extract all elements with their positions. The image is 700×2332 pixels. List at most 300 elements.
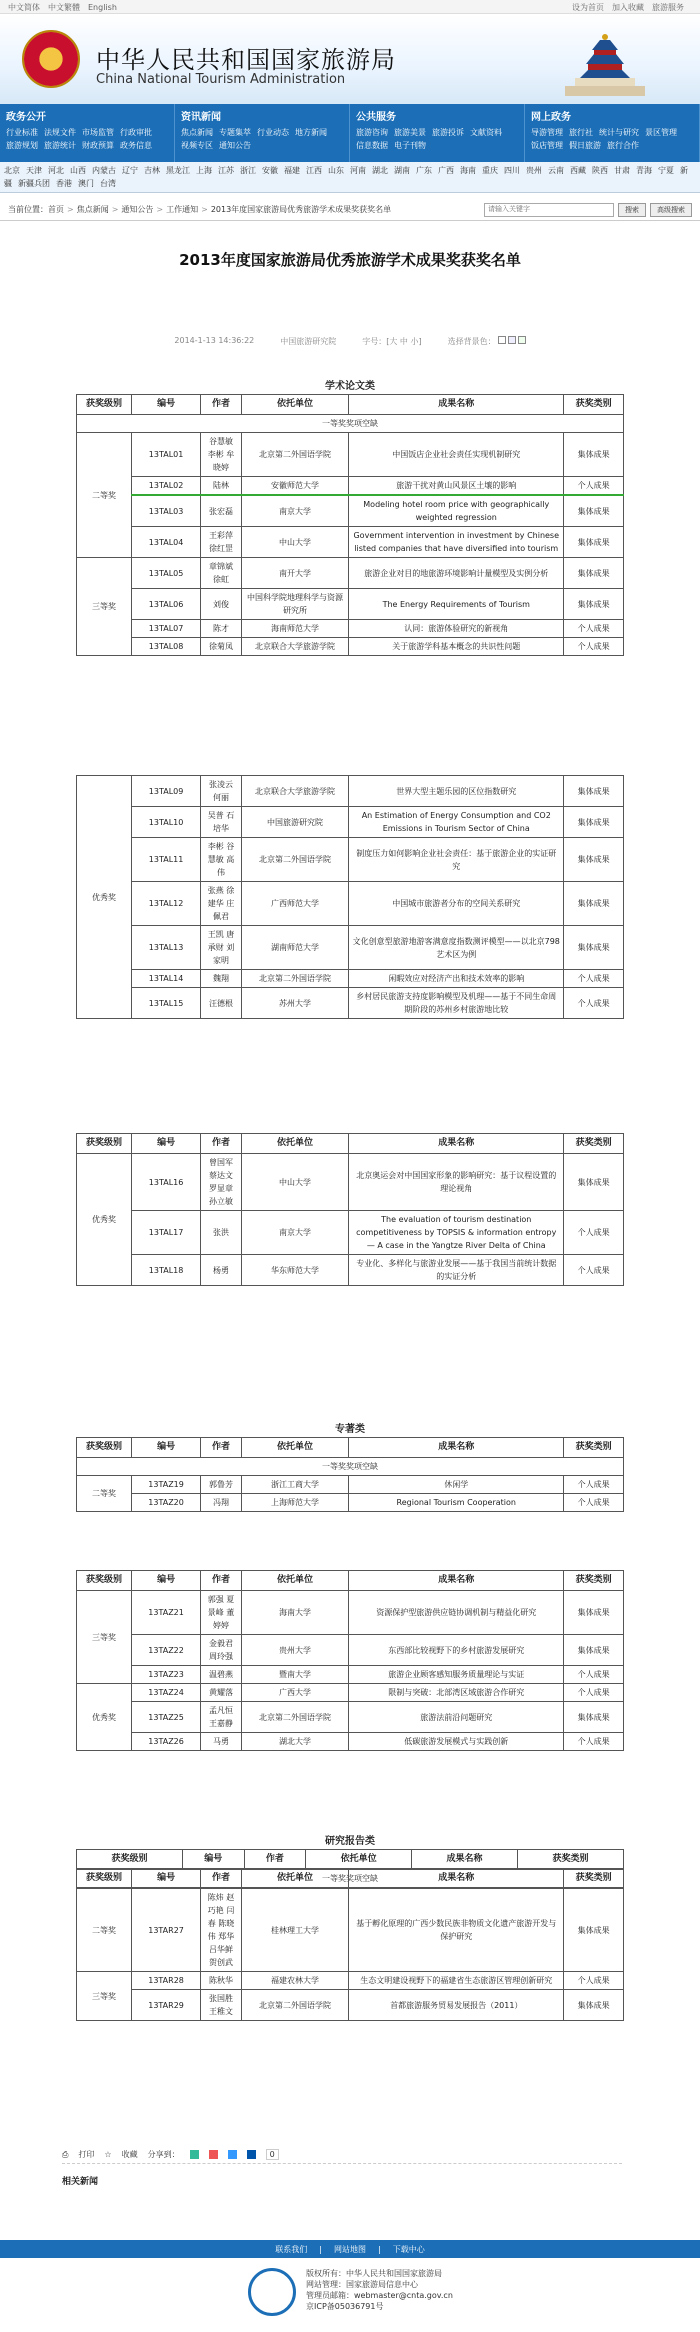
nav-link[interactable]: 财政预算 — [82, 141, 114, 150]
type-cell: 集体成果 — [564, 882, 624, 926]
table-row — [77, 882, 624, 926]
award-number-cell: 13TAL06 — [131, 589, 200, 620]
award-number-cell: 13TAZ20 — [131, 1494, 200, 1512]
type-cell: 集体成果 — [564, 1889, 624, 1972]
nav-link[interactable]: 文献资料 — [470, 128, 502, 137]
nav-link[interactable]: 旅游咨询 — [356, 128, 388, 137]
title-cell: 资源保护型旅游供应链协调机制与精益化研究 — [349, 1591, 564, 1635]
type-cell: 集体成果 — [564, 1702, 624, 1733]
nav-link[interactable]: 信息数据 — [356, 141, 388, 150]
nav-link[interactable]: 旅游美景 — [394, 128, 426, 137]
title-cell: 乡村居民旅游支持度影响模型及机理——基于不同生命周期阶段的苏州乡村旅游地比较 — [349, 988, 564, 1019]
region-link[interactable]: 重庆 — [482, 166, 498, 175]
nav-link[interactable]: 法规文件 — [44, 128, 76, 137]
unit-cell: 中山大学 — [241, 1154, 348, 1211]
main-nav — [0, 104, 700, 162]
table-row — [77, 527, 624, 558]
footer-links: 联系我们 | 网站地图 | 下载中心 — [0, 2240, 700, 2258]
nav-group-gov — [0, 104, 175, 162]
author-cell: 陈炜 赵巧艳 闫春 陈晓伟 郑华 吕华鲜 贺创武 — [201, 1889, 242, 1972]
unit-cell: 中山大学 — [241, 527, 348, 558]
nav-link[interactable]: 地方新闻 — [295, 128, 327, 137]
table-row — [77, 1684, 624, 1702]
link-service[interactable]: 旅游服务 — [652, 3, 684, 12]
region-link[interactable]: 陕西 — [592, 166, 608, 175]
unit-cell: 南京大学 — [241, 1211, 348, 1255]
column-header: 成果名称 — [349, 1571, 564, 1591]
award-level-cell: 三等奖 — [77, 1591, 132, 1684]
unit-cell: 北京第二外国语学院 — [241, 838, 348, 882]
nav-group-online — [525, 104, 700, 162]
share-icon[interactable] — [228, 2150, 237, 2159]
region-link[interactable]: 湖南 — [394, 166, 410, 175]
font-size-label: 字号： — [362, 337, 387, 346]
column-header: 成果名称 — [412, 1850, 518, 1870]
section-title: 研究报告类 — [325, 1836, 375, 1847]
author-cell: 郭鲁芳 — [201, 1476, 242, 1494]
unit-cell: 安徽师范大学 — [241, 477, 348, 496]
table-header-row — [77, 1869, 624, 1889]
column-header: 依托单位 — [241, 1869, 348, 1889]
table-row — [77, 838, 624, 882]
favorite-link[interactable]: 收藏 — [121, 2150, 138, 2159]
breadcrumb-work-notices[interactable]: 工作通知 — [166, 205, 199, 214]
region-link[interactable]: 内蒙古 — [92, 166, 116, 175]
award-number-cell: 13TAL12 — [131, 882, 200, 926]
table-row — [77, 1255, 624, 1286]
region-link[interactable]: 黑龙江 — [166, 166, 190, 175]
unit-cell: 南京大学 — [241, 495, 348, 527]
table-row — [77, 1972, 624, 1990]
award-number-cell: 13TAL02 — [131, 477, 200, 496]
breadcrumb-home[interactable]: 首页 — [48, 205, 64, 214]
unit-cell: 桂林理工大学 — [241, 1889, 348, 1972]
award-table-block — [0, 1133, 700, 1286]
region-link[interactable]: 江苏 — [218, 166, 234, 175]
top-links-bar — [0, 0, 700, 14]
unit-cell: 北京第二外国语学院 — [241, 1990, 348, 2021]
column-header: 获奖级别 — [77, 1869, 132, 1889]
author-cell: 陈秋华 — [201, 1972, 242, 1990]
author-cell: 张宏磊 — [201, 495, 242, 527]
column-header: 依托单位 — [241, 395, 348, 415]
table-row — [77, 926, 624, 970]
type-cell: 集体成果 — [564, 433, 624, 477]
region-link[interactable]: 新疆兵团 — [18, 179, 50, 188]
author-cell: 王凯 唐承财 刘家明 — [201, 926, 242, 970]
unit-cell: 中国科学院地理科学与资源研究所 — [241, 589, 348, 620]
region-link[interactable]: 天津 — [26, 166, 42, 175]
breadcrumb: 当前位置： 首页 > 焦点新闻 > 通知公告 > 工作通知 > 2013年度国家旅游局优秀旅游学术成果奖获奖名单 请输入关键字 搜索 高级搜索 — [0, 199, 700, 221]
type-cell: 集体成果 — [564, 495, 624, 527]
title-cell: 东西部比较视野下的乡村旅游发展研究 — [349, 1635, 564, 1666]
region-link[interactable]: 香港 — [56, 179, 72, 188]
author-cell: 陆林 — [201, 477, 242, 496]
column-header: 作者 — [201, 1438, 242, 1458]
region-link[interactable]: 湖北 — [372, 166, 388, 175]
footer-icp: 京ICP备05036791号 — [306, 2302, 384, 2311]
region-link[interactable]: 广东 — [416, 166, 432, 175]
footer-info — [306, 2268, 453, 2312]
award-level-cell: 三等奖 — [77, 558, 132, 656]
award-number-cell: 13TAL01 — [131, 433, 200, 477]
site-title: 中华人民共和国国家旅游局 — [96, 46, 396, 74]
column-header: 成果名称 — [349, 1134, 564, 1154]
unit-cell: 海南大学 — [241, 1591, 348, 1635]
author-cell: 张洪 — [201, 1211, 242, 1255]
unit-cell: 北京第二外国语学院 — [241, 970, 348, 988]
type-cell: 个人成果 — [564, 1666, 624, 1684]
region-link[interactable]: 吉林 — [144, 166, 160, 175]
column-header: 获奖类别 — [564, 1134, 624, 1154]
nav-link[interactable]: 统计与研究 — [599, 128, 639, 137]
title-cell: 专业化、多样化与旅游业发展——基于我国当前统计数据的实证分析 — [349, 1255, 564, 1286]
column-header: 作者 — [244, 1850, 306, 1870]
column-header: 依托单位 — [306, 1850, 412, 1870]
author-cell: 黄耀落 — [201, 1684, 242, 1702]
author-cell: 魏翔 — [201, 970, 242, 988]
unit-cell: 苏州大学 — [241, 988, 348, 1019]
region-link[interactable]: 辽宁 — [122, 166, 138, 175]
column-header: 作者 — [201, 1571, 242, 1591]
unit-cell: 北京联合大学旅游学院 — [241, 638, 348, 656]
table-row — [77, 495, 624, 527]
title-cell: 制度压力如何影响企业社会责任：基于旅游企业的实证研究 — [349, 838, 564, 882]
nav-link[interactable]: 通知公告 — [219, 141, 251, 150]
table-header-row — [77, 1571, 624, 1591]
award-table — [76, 1868, 624, 2021]
breadcrumb-focus-news[interactable]: 焦点新闻 — [76, 205, 109, 214]
table-row — [77, 1733, 624, 1751]
article-meta — [0, 336, 700, 347]
award-number-cell: 13TAZ23 — [131, 1666, 200, 1684]
nav-link[interactable]: 景区管理 — [645, 128, 677, 137]
title-cell: 休闲学 — [349, 1476, 564, 1494]
bg-swatch-2[interactable] — [508, 336, 516, 344]
footer-download[interactable]: 下载中心 — [392, 2244, 425, 2254]
region-link[interactable]: 北京 — [4, 166, 20, 175]
related-news-heading: 相关新闻 — [62, 2177, 99, 2187]
nav-link[interactable]: 导游管理 — [531, 128, 563, 137]
nav-link[interactable]: 政务信息 — [120, 141, 152, 150]
footer-copyright: 版权所有：中华人民共和国国家旅游局 — [306, 2269, 442, 2278]
table-header-row — [77, 395, 624, 415]
table-header-row — [77, 1850, 624, 1870]
breadcrumb-current: 2013年度国家旅游局优秀旅游学术成果奖获奖名单 — [210, 205, 392, 214]
region-links — [0, 162, 700, 193]
award-number-cell: 13TAL18 — [131, 1255, 200, 1286]
region-link[interactable]: 河南 — [350, 166, 366, 175]
type-cell: 个人成果 — [564, 1255, 624, 1286]
link-set-home[interactable]: 设为首页 — [572, 3, 604, 12]
award-number-cell: 13TAZ25 — [131, 1702, 200, 1733]
award-number-cell: 13TAL07 — [131, 620, 200, 638]
table-row — [77, 1666, 624, 1684]
column-header: 获奖级别 — [77, 1850, 183, 1870]
vacancy-cell: 一等奖奖项空缺 — [77, 1458, 624, 1476]
author-cell: 章锦斌 徐虹 — [201, 558, 242, 589]
table-row — [77, 1211, 624, 1255]
author-cell: 李彬 谷慧敏 高伟 — [201, 838, 242, 882]
nav-link[interactable]: 旅游统计 — [44, 141, 76, 150]
award-number-cell: 13TAL04 — [131, 527, 200, 558]
table-row — [77, 415, 624, 433]
region-link[interactable]: 贵州 — [526, 166, 542, 175]
region-link[interactable]: 上海 — [196, 166, 212, 175]
column-header: 编号 — [131, 395, 200, 415]
award-number-cell: 13TAL10 — [131, 807, 200, 838]
unit-cell: 中国旅游研究院 — [241, 807, 348, 838]
share-icon[interactable] — [247, 2150, 256, 2159]
unit-cell: 广西大学 — [241, 1684, 348, 1702]
breadcrumb-notices[interactable]: 通知公告 — [121, 205, 154, 214]
author-cell: 郭强 夏景峰 董婷婷 — [201, 1591, 242, 1635]
type-cell: 集体成果 — [564, 558, 624, 589]
award-number-cell: 13TAL05 — [131, 558, 200, 589]
national-emblem-icon — [22, 30, 80, 88]
title-cell: 基于孵化原理的广西少数民族非物质文化遗产旅游开发与保护研究 — [349, 1889, 564, 1972]
breadcrumb-label: 当前位置： — [8, 205, 48, 214]
table-row — [77, 558, 624, 589]
award-table-block — [0, 1868, 700, 2021]
table-row — [77, 1889, 624, 1972]
title-cell: 低碳旅游发展模式与实践创新 — [349, 1733, 564, 1751]
region-link[interactable]: 新疆 — [4, 166, 688, 188]
column-header: 获奖级别 — [77, 1134, 132, 1154]
table-row — [77, 638, 624, 656]
nav-link[interactable]: 旅行合作 — [607, 141, 639, 150]
region-link[interactable]: 青海 — [636, 166, 652, 175]
award-level-cell: 三等奖 — [77, 1972, 132, 2021]
column-header: 成果名称 — [349, 1869, 564, 1889]
award-number-cell: 13TAL14 — [131, 970, 200, 988]
column-header: 依托单位 — [241, 1134, 348, 1154]
nav-link[interactable]: 旅游规划 — [6, 141, 38, 150]
title-cell: 首都旅游服务贸易发展报告（2011） — [349, 1990, 564, 2021]
title-cell: Regional Tourism Cooperation — [349, 1494, 564, 1512]
table-header-row — [77, 1134, 624, 1154]
footer-sitemap[interactable]: 网站地图 — [334, 2244, 366, 2254]
footer-contact[interactable]: 联系我们 — [275, 2244, 308, 2254]
nav-link[interactable]: 行政审批 — [120, 128, 152, 137]
award-table — [76, 1570, 624, 1751]
author-cell: 王彩萍 徐红罡 — [201, 527, 242, 558]
column-header: 编号 — [131, 1438, 200, 1458]
link-english[interactable]: English — [88, 3, 117, 12]
nav-link[interactable]: 电子刊物 — [394, 141, 426, 150]
nav-link[interactable]: 行业标准 — [6, 128, 38, 137]
award-level-cell: 二等奖 — [77, 1889, 132, 1972]
bg-swatch-3[interactable] — [518, 336, 526, 344]
type-cell: 个人成果 — [564, 1494, 624, 1512]
table-row — [77, 1154, 624, 1211]
table-row — [77, 620, 624, 638]
type-cell: 个人成果 — [564, 1733, 624, 1751]
column-header: 依托单位 — [241, 1438, 348, 1458]
region-link[interactable]: 浙江 — [240, 166, 256, 175]
type-cell: 集体成果 — [564, 807, 624, 838]
temple-of-heaven-icon — [550, 20, 660, 100]
region-link[interactable]: 西藏 — [570, 166, 586, 175]
region-link[interactable]: 云南 — [548, 166, 564, 175]
award-number-cell: 13TAL08 — [131, 638, 200, 656]
column-header: 依托单位 — [241, 1571, 348, 1591]
award-number-cell: 13TAZ24 — [131, 1684, 200, 1702]
unit-cell: 上海师范大学 — [241, 1494, 348, 1512]
award-table — [76, 775, 624, 1019]
column-header: 获奖类别 — [564, 1438, 624, 1458]
nav-link[interactable]: 饭店管理 — [531, 141, 563, 150]
unit-cell: 福建农林大学 — [241, 1972, 348, 1990]
table-row — [77, 1635, 624, 1666]
region-link[interactable]: 河北 — [48, 166, 64, 175]
search-input[interactable] — [484, 203, 614, 217]
share-icon[interactable] — [190, 2150, 199, 2159]
unit-cell: 南开大学 — [241, 558, 348, 589]
share-count: 0 — [266, 2149, 279, 2160]
nav-group-public — [350, 104, 525, 162]
column-header: 获奖类别 — [518, 1850, 624, 1870]
award-number-cell: 13TAL16 — [131, 1154, 200, 1211]
type-cell: 个人成果 — [564, 477, 624, 496]
type-cell: 个人成果 — [564, 970, 624, 988]
title-cell: 文化创意型旅游地游客满意度指数测评模型——以北京798艺术区为例 — [349, 926, 564, 970]
type-cell: 集体成果 — [564, 589, 624, 620]
bg-color-label: 选择背景色： — [447, 337, 496, 346]
unit-cell: 湖北大学 — [241, 1733, 348, 1751]
table-row — [77, 1702, 624, 1733]
unit-cell: 湖南师范大学 — [241, 926, 348, 970]
favorite-icon[interactable]: ☆ — [104, 2150, 112, 2159]
column-header: 作者 — [201, 1869, 242, 1889]
title-cell: The Energy Requirements of Tourism — [349, 589, 564, 620]
column-header: 获奖级别 — [77, 1571, 132, 1591]
author-cell: 刘俊 — [201, 589, 242, 620]
print-link[interactable]: 打印 — [78, 2150, 95, 2159]
table-row — [77, 477, 624, 496]
table-row — [77, 776, 624, 807]
column-header: 编号 — [131, 1134, 200, 1154]
article-source: 中国旅游研究院 — [280, 337, 337, 346]
author-cell: 汪德根 — [201, 988, 242, 1019]
nav-group-title: 资讯新闻 — [181, 112, 221, 123]
vacancy-cell: 一等奖奖项空缺 — [77, 415, 624, 433]
type-cell: 集体成果 — [564, 527, 624, 558]
title-cell: 旅游企业对目的地旅游环境影响计量模型及实例分析 — [349, 558, 564, 589]
award-table-block — [0, 375, 700, 656]
author-cell: 曾国军 蔡达文 罗显章 孙立敏 — [201, 1154, 242, 1211]
author-cell: 杨勇 — [201, 1255, 242, 1286]
font-size-options[interactable]: [大 中 小] — [386, 337, 422, 346]
type-cell: 集体成果 — [564, 1154, 624, 1211]
author-cell: 冯翔 — [201, 1494, 242, 1512]
title-cell: 生态文明建设视野下的福建省生态旅游区管理创新研究 — [349, 1972, 564, 1990]
award-number-cell: 13TAR27 — [131, 1889, 200, 1972]
author-cell: 孟凡恒 王嘉静 — [201, 1702, 242, 1733]
column-header: 获奖类别 — [564, 1869, 624, 1889]
region-link[interactable]: 广西 — [438, 166, 454, 175]
region-link[interactable]: 江西 — [306, 166, 322, 175]
region-link[interactable]: 安徽 — [262, 166, 278, 175]
nav-link[interactable]: 市场监管 — [82, 128, 114, 137]
nav-link[interactable]: 行业动态 — [257, 128, 289, 137]
column-header: 获奖类别 — [564, 1571, 624, 1591]
search-button[interactable]: 搜索 — [618, 203, 646, 217]
award-number-cell: 13TAR29 — [131, 1990, 200, 2021]
type-cell: 个人成果 — [564, 1211, 624, 1255]
unit-cell: 浙江工商大学 — [241, 1476, 348, 1494]
award-number-cell: 13TAL17 — [131, 1211, 200, 1255]
nav-group-title: 公共服务 — [356, 112, 396, 123]
nav-link[interactable]: 旅行社 — [569, 128, 593, 137]
unit-cell: 暨南大学 — [241, 1666, 348, 1684]
region-link[interactable]: 福建 — [284, 166, 300, 175]
award-number-cell: 13TAL15 — [131, 988, 200, 1019]
region-link[interactable]: 宁夏 — [658, 166, 674, 175]
unit-cell: 北京第二外国语学院 — [241, 433, 348, 477]
region-link[interactable]: 海南 — [460, 166, 476, 175]
advanced-search-button[interactable]: 高级搜索 — [650, 203, 692, 217]
cnta-logo-icon — [248, 2268, 296, 2316]
share-icon[interactable] — [209, 2150, 218, 2159]
region-link[interactable]: 澳门 — [78, 179, 94, 188]
link-add-fav[interactable]: 加入收藏 — [612, 3, 644, 12]
award-number-cell: 13TAZ21 — [131, 1591, 200, 1635]
author-cell: 谷慧敏 李彬 牟晓婷 — [201, 433, 242, 477]
award-number-cell: 13TAL11 — [131, 838, 200, 882]
region-link[interactable]: 山西 — [70, 166, 86, 175]
title-cell: 认同：旅游体验研究的新视角 — [349, 620, 564, 638]
award-level-cell: 二等奖 — [77, 1476, 132, 1512]
nav-link[interactable]: 专题集萃 — [219, 128, 251, 137]
bg-swatch-1[interactable] — [498, 336, 506, 344]
region-link[interactable]: 台湾 — [100, 179, 116, 188]
link-simplified[interactable]: 中文简体 — [8, 3, 40, 12]
type-cell: 个人成果 — [564, 988, 624, 1019]
award-level-cell: 优秀奖 — [77, 776, 132, 1019]
title-cell: 关于旅游学科基本概念的共识性问题 — [349, 638, 564, 656]
nav-link[interactable]: 视频专区 — [181, 141, 213, 150]
nav-link[interactable]: 假日旅游 — [569, 141, 601, 150]
award-number-cell: 13TAL13 — [131, 926, 200, 970]
column-header: 作者 — [201, 395, 242, 415]
nav-link[interactable]: 旅游投诉 — [432, 128, 464, 137]
award-number-cell: 13TAZ26 — [131, 1733, 200, 1751]
nav-group-news — [175, 104, 350, 162]
region-link[interactable]: 四川 — [504, 166, 520, 175]
article-date: 2014-1-13 14:36:22 — [174, 336, 255, 345]
region-link[interactable]: 山东 — [328, 166, 344, 175]
section-title: 学术论文类 — [325, 381, 375, 392]
author-cell: 陈才 — [201, 620, 242, 638]
link-traditional[interactable]: 中文繁體 — [48, 3, 80, 12]
nav-link[interactable]: 焦点新闻 — [181, 128, 213, 137]
column-header: 编号 — [131, 1869, 200, 1889]
print-icon[interactable]: ⎙ — [62, 2149, 69, 2159]
section-title: 专著类 — [335, 1424, 365, 1435]
column-header: 成果名称 — [349, 395, 564, 415]
author-cell: 张国胜 王稚文 — [201, 1990, 242, 2021]
region-link[interactable]: 甘肃 — [614, 166, 630, 175]
author-cell: 徐菊凤 — [201, 638, 242, 656]
table-row — [77, 589, 624, 620]
type-cell: 集体成果 — [564, 776, 624, 807]
type-cell: 个人成果 — [564, 1684, 624, 1702]
column-header: 编号 — [131, 1571, 200, 1591]
type-cell: 个人成果 — [564, 1476, 624, 1494]
award-level-cell: 优秀奖 — [77, 1154, 132, 1286]
footer-email: 管理员邮箱：webmaster@cnta.gov.cn — [306, 2291, 453, 2300]
